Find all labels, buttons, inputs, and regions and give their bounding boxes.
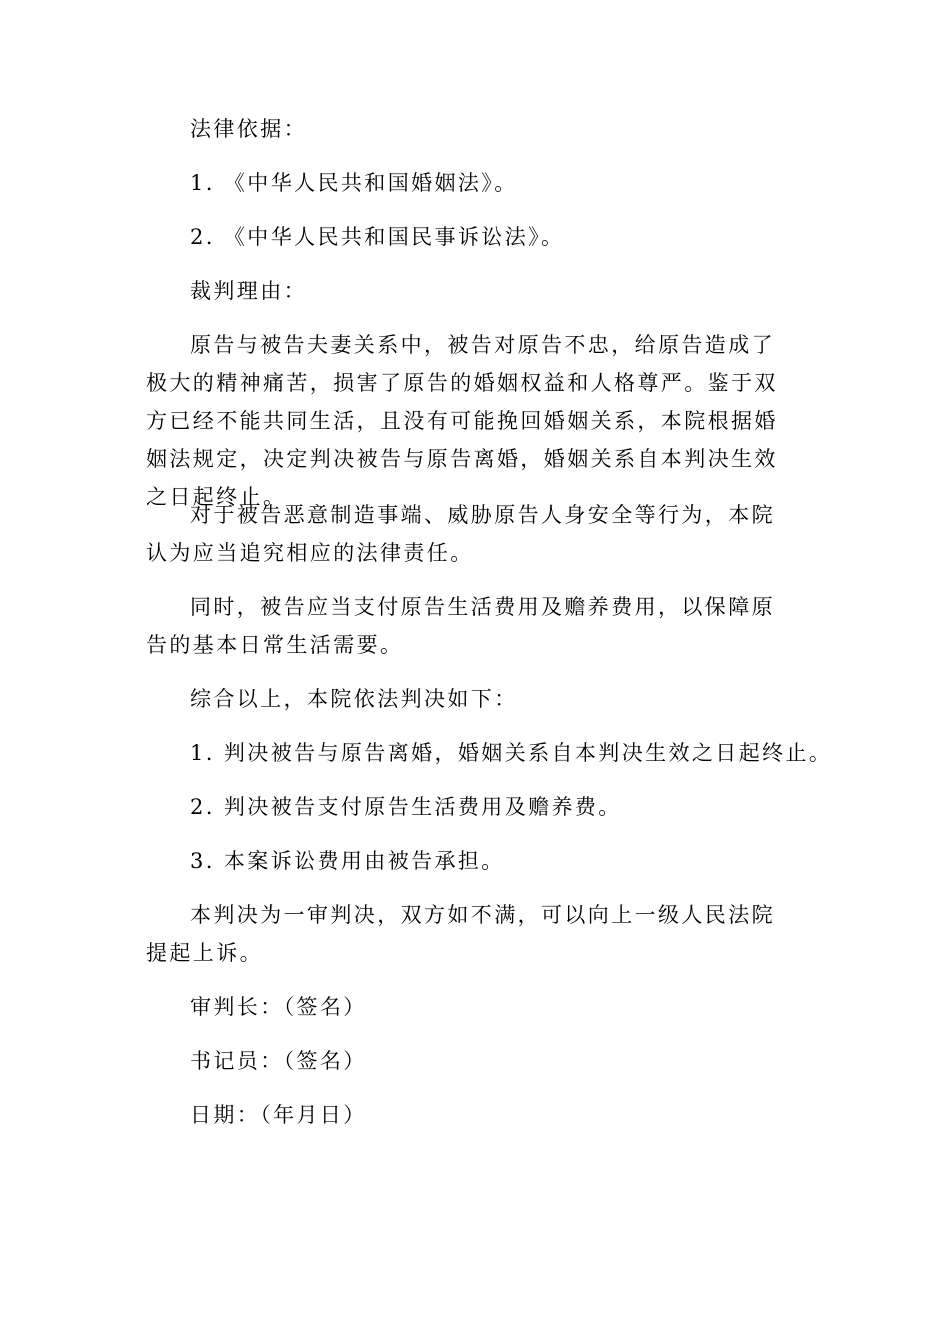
presiding-judge-signature: 审判长：（签名）: [190, 995, 367, 1019]
judgment-reason-heading: 裁判理由：: [190, 279, 307, 303]
appeal-notice: 本判决为一审判决，双方如不满，可以向上一级人民法院提起上诉。: [146, 903, 775, 965]
reason-paragraph-1: 原告与被告夫妻关系中，被告对原告不忠，给原告造成了极大的精神痛苦，损害了原告的婚姻权益和人格尊严。鉴于双方已经不能共同生活，且没有可能挽回婚姻关系，本院根据婚姻法规定，决定判决被告与原告离婚，婚姻关系自本判决生效之日起终止。: [146, 333, 778, 509]
clerk-signature: 书记员：（签名）: [190, 1049, 367, 1073]
date-line: 日期：（年月日）: [190, 1103, 367, 1127]
judgment-item-3: 3. 本案诉讼费用由被告承担。: [190, 849, 505, 873]
judgment-item-1: 1. 判决被告与原告离婚，婚姻关系自本判决生效之日起终止。: [190, 741, 833, 765]
judgment-intro: 综合以上，本院依法判决如下：: [190, 687, 518, 711]
legal-basis-item-2: 2. 《中华人民共和国民事诉讼法》。: [190, 225, 565, 249]
reason-paragraph-3: 同时，被告应当支付原告生活费用及赡养费用，以保障原告的基本日常生活需要。: [146, 595, 775, 657]
reason-paragraph-2: 对于被告恶意制造事端、威胁原告人身安全等行为，本院认为应当追究相应的法律责任。: [146, 503, 775, 565]
judgment-item-2: 2. 判决被告支付原告生活费用及赡养费。: [190, 795, 622, 819]
legal-basis-heading: 法律依据：: [190, 117, 307, 141]
legal-basis-item-1: 1. 《中华人民共和国婚姻法》。: [190, 171, 518, 195]
